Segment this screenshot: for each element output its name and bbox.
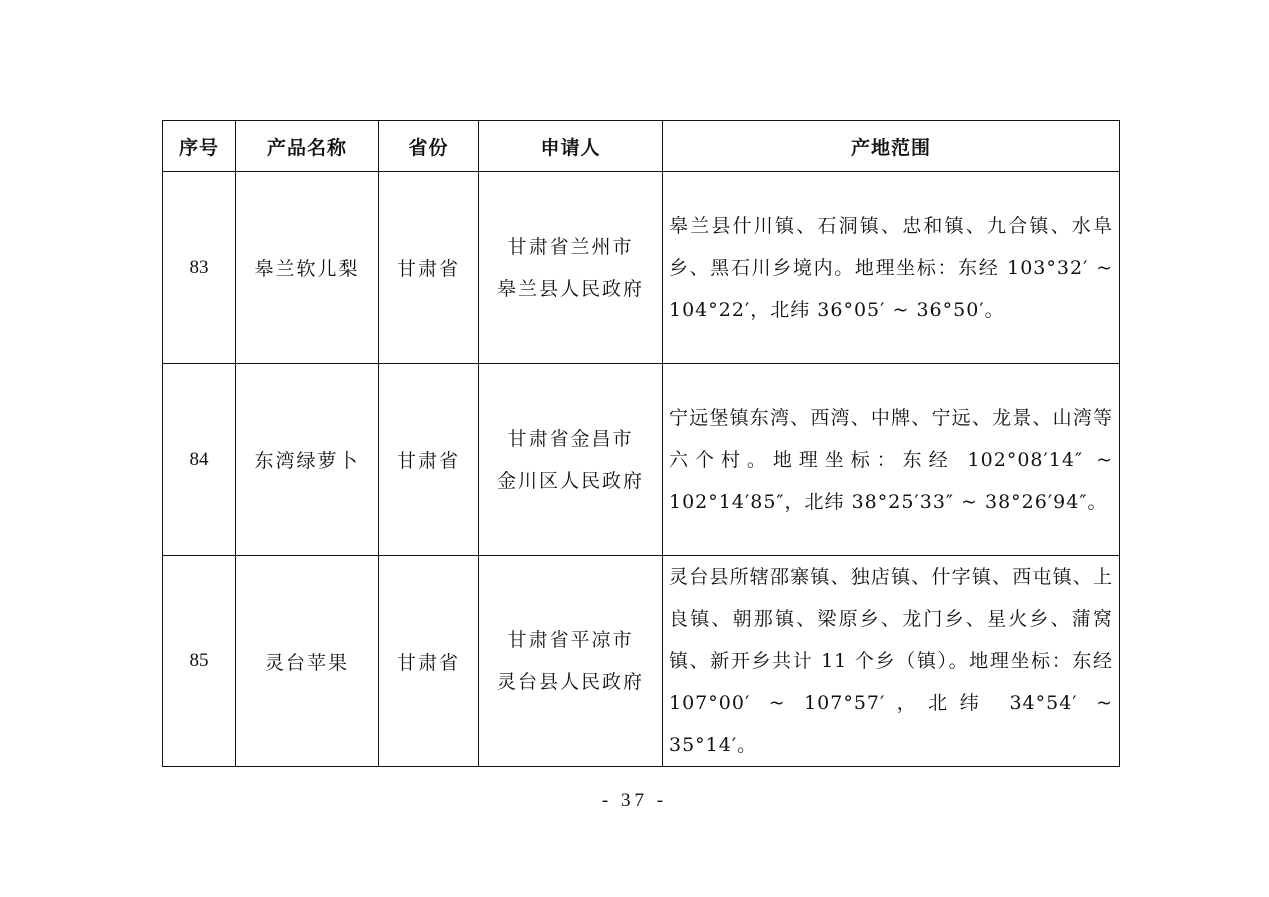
geographic-indication-table bbox=[162, 120, 1120, 767]
row-applicant bbox=[479, 556, 663, 767]
applicant-line2: 金川区人民政府 bbox=[496, 469, 644, 492]
row-province: 甘肃省 bbox=[379, 172, 479, 364]
table-row bbox=[163, 364, 1120, 556]
row-applicant bbox=[479, 172, 663, 364]
row-seq: 85 bbox=[163, 556, 236, 767]
table-row bbox=[163, 556, 1120, 767]
page-number: - 37 - bbox=[601, 790, 668, 811]
row-product-name: 灵台苹果 bbox=[236, 556, 379, 767]
applicant-line2: 皋兰县人民政府 bbox=[496, 277, 644, 300]
table-header-row bbox=[163, 121, 1120, 172]
applicant-line1: 甘肃省兰州市 bbox=[507, 235, 634, 258]
row-seq: 83 bbox=[163, 172, 236, 364]
row-product-name: 皋兰软儿梨 bbox=[236, 172, 379, 364]
row-origin-range: 灵台县所辖邵寨镇、独店镇、什字镇、西屯镇、上良镇、朝那镇、梁原乡、龙门乡、星火乡、蒲窝镇、新开乡共计 11 个乡（镇）。地理坐标：东经 107°00′ ~ 107°57′，北纬 34°54′ ~ 35°14′。 bbox=[663, 556, 1120, 767]
header-seq: 序号 bbox=[163, 121, 236, 172]
row-province: 甘肃省 bbox=[379, 364, 479, 556]
row-seq: 84 bbox=[163, 364, 236, 556]
applicant-line1: 甘肃省金昌市 bbox=[507, 427, 634, 450]
header-applicant: 申请人 bbox=[479, 121, 663, 172]
row-province: 甘肃省 bbox=[379, 556, 479, 767]
table-row bbox=[163, 172, 1120, 364]
header-product-name: 产品名称 bbox=[236, 121, 379, 172]
applicant-line1: 甘肃省平凉市 bbox=[507, 629, 634, 651]
row-origin-range: 皋兰县什川镇、石洞镇、忠和镇、九合镇、水阜乡、黑石川乡境内。地理坐标：东经 103°32′ ~ 104°22′，北纬 36°05′ ~ 36°50′。 bbox=[663, 172, 1120, 364]
header-origin-range: 产地范围 bbox=[663, 121, 1120, 172]
header-province: 省份 bbox=[379, 121, 479, 172]
row-applicant bbox=[479, 364, 663, 556]
applicant-line2: 灵台县人民政府 bbox=[496, 671, 644, 693]
row-product-name: 东湾绿萝卜 bbox=[236, 364, 379, 556]
row-origin-range: 宁远堡镇东湾、西湾、中牌、宁远、龙景、山湾等六个村。地理坐标：东经 102°08′14″ ~ 102°14′85″，北纬 38°25′33″ ~ 38°26′94″。 bbox=[663, 364, 1120, 556]
